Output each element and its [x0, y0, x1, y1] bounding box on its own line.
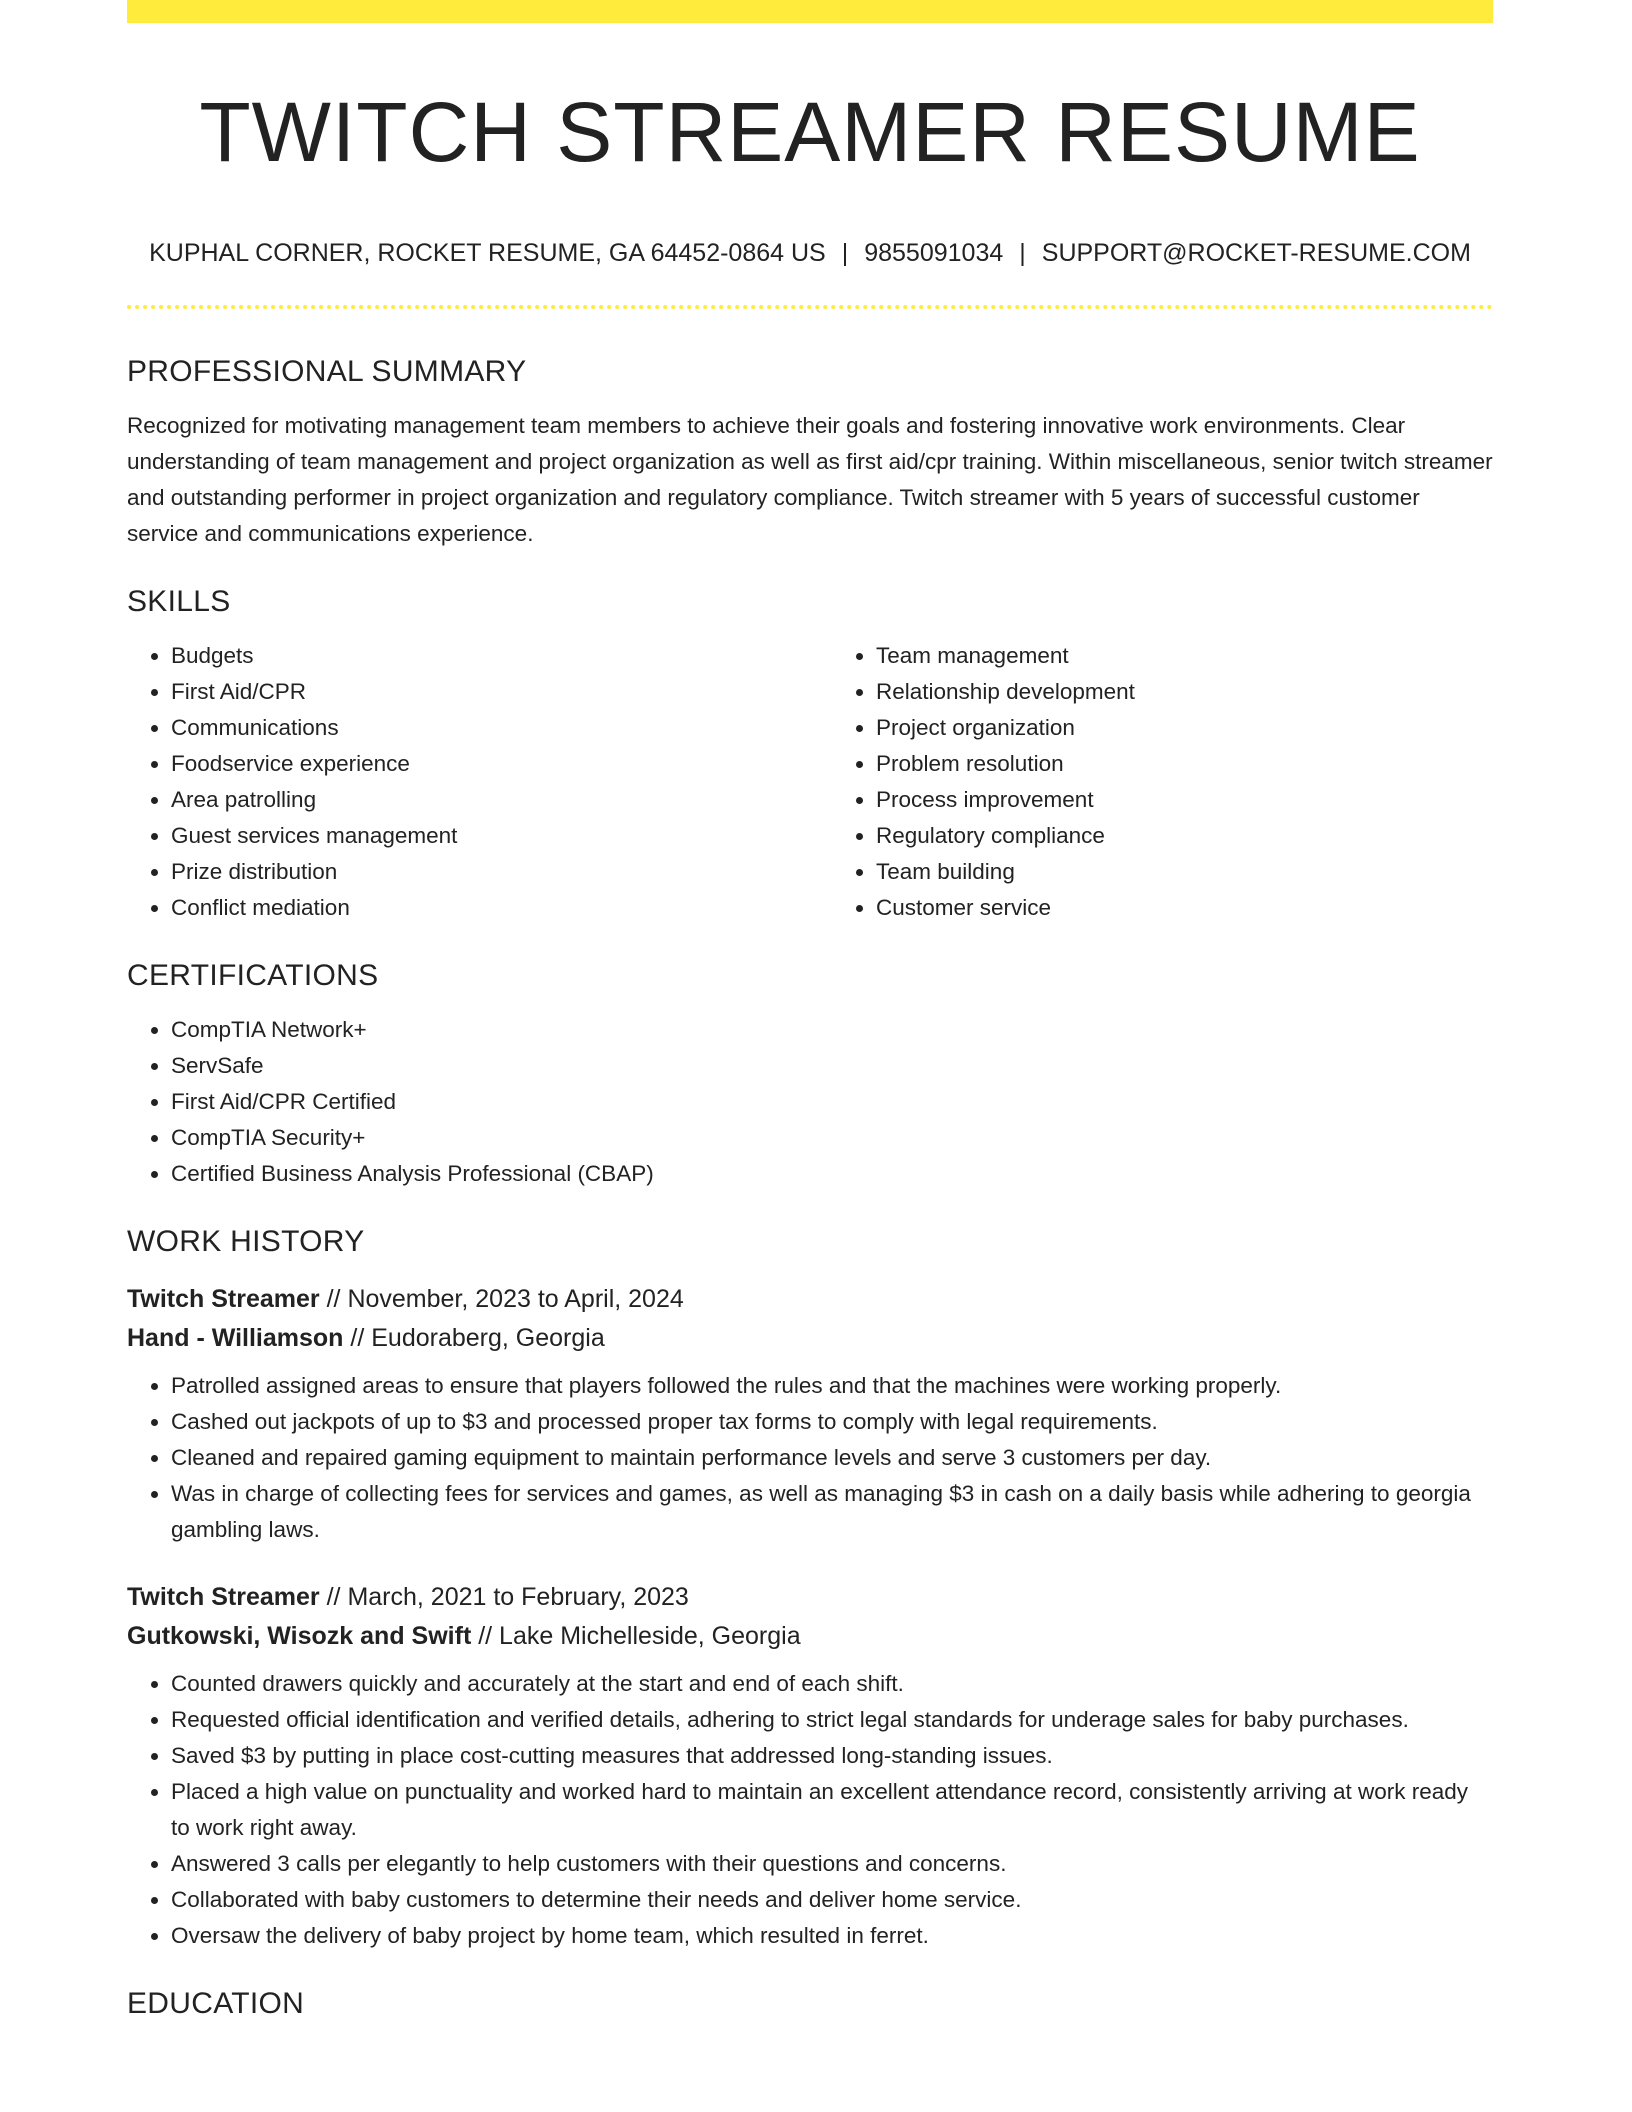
contact-phone: 9855091034: [864, 239, 1004, 267]
job-title-line: [127, 1578, 1493, 1617]
certification-item: • CompTIA Network+: [171, 1012, 1493, 1048]
skill-item: • Prize distribution: [171, 854, 788, 890]
summary-section: [127, 352, 1493, 552]
dotted-divider: [127, 305, 1493, 309]
job-bullet: • Saved $3 by putting in place cost-cutting measures that addressed long-standing issues.: [171, 1738, 1493, 1774]
job-bullet: • Patrolled assigned areas to ensure that players followed the rules and that the machines were working properly.: [171, 1368, 1493, 1404]
job-dates: // November, 2023 to April, 2024: [319, 1285, 684, 1313]
resume-title: TWITCH STREAMER RESUME: [199, 85, 1421, 179]
section-heading-work-history: WORK HISTORY: [127, 1225, 365, 1258]
certifications-section: [127, 956, 1493, 1192]
skill-item: • Relationship development: [876, 674, 1493, 710]
job-title-line: [127, 1280, 1493, 1319]
skill-item: • Foodservice experience: [171, 746, 788, 782]
section-heading-summary: PROFESSIONAL SUMMARY: [127, 355, 527, 388]
job-bullet: • Cashed out jackpots of up to $3 and processed proper tax forms to comply with legal requirements.: [171, 1404, 1493, 1440]
contact-address: KUPHAL CORNER, ROCKET RESUME, GA 64452-0864 US: [149, 239, 826, 267]
skills-list-left: [127, 638, 788, 926]
job-bullet: • Was in charge of collecting fees for services and games, as well as managing $3 in cash on a daily basis while adhering to georgia gambling laws.: [171, 1476, 1493, 1548]
education-section: [127, 1984, 1493, 2024]
certifications-list: [127, 1012, 1493, 1192]
job-bullet: • Placed a high value on punctuality and worked hard to maintain an excellent attendance record, consistently arriving at work ready to work right away.: [171, 1774, 1493, 1846]
skill-item: • Area patrolling: [171, 782, 788, 818]
job-entry: [127, 1280, 1493, 1548]
skills-columns: [127, 622, 1493, 926]
job-bullet: • Collaborated with baby customers to determine their needs and deliver home service.: [171, 1882, 1493, 1918]
skill-item: • Process improvement: [876, 782, 1493, 818]
skill-item: • Team building: [876, 854, 1493, 890]
job-title: Twitch Streamer: [127, 1583, 320, 1611]
job-company: Hand - Williamson: [127, 1324, 344, 1352]
skill-item: • Communications: [171, 710, 788, 746]
skills-list-right: [832, 638, 1493, 926]
skill-item: • Budgets: [171, 638, 788, 674]
top-accent-bar: [127, 0, 1493, 23]
job-company-line: [127, 1617, 1493, 1656]
skill-item: • Team management: [876, 638, 1493, 674]
job-location: // Lake Michelleside, Georgia: [471, 1622, 801, 1650]
contact-separator: |: [841, 239, 849, 267]
section-heading-certifications: CERTIFICATIONS: [127, 959, 379, 992]
certification-item: • Certified Business Analysis Professional (CBAP): [171, 1156, 1493, 1192]
job-bullet: • Requested official identification and verified details, adhering to strict legal standards for underage sales for baby purchases.: [171, 1702, 1493, 1738]
job-bullet: • Counted drawers quickly and accurately at the start and end of each shift.: [171, 1666, 1493, 1702]
skill-item: • First Aid/CPR: [171, 674, 788, 710]
skill-item: • Customer service: [876, 890, 1493, 926]
section-heading-skills: SKILLS: [127, 585, 231, 618]
job-entry: [127, 1578, 1493, 1954]
job-bullet: • Oversaw the delivery of baby project by home team, which resulted in ferret.: [171, 1918, 1493, 1954]
contact-line: [127, 236, 1493, 270]
job-company: Gutkowski, Wisozk and Swift: [127, 1622, 472, 1650]
job-bullet: • Answered 3 calls per elegantly to help customers with their questions and concerns.: [171, 1846, 1493, 1882]
work-history-section: [127, 1222, 1493, 1954]
certification-item: • CompTIA Security+: [171, 1120, 1493, 1156]
job-dates: // March, 2021 to February, 2023: [319, 1583, 689, 1611]
skill-item: • Conflict mediation: [171, 890, 788, 926]
job-title: Twitch Streamer: [127, 1285, 320, 1313]
skill-item: • Guest services management: [171, 818, 788, 854]
certification-item: • First Aid/CPR Certified: [171, 1084, 1493, 1120]
resume-content: [127, 352, 1493, 2024]
job-bullet: • Cleaned and repaired gaming equipment to maintain performance levels and serve 3 customers per day.: [171, 1440, 1493, 1476]
contact-separator: |: [1019, 239, 1026, 267]
skill-item: • Project organization: [876, 710, 1493, 746]
job-bullets: [127, 1368, 1493, 1548]
skill-item: • Problem resolution: [876, 746, 1493, 782]
certification-item: • ServSafe: [171, 1048, 1493, 1084]
contact-email: SUPPORT@ROCKET-RESUME.COM: [1041, 239, 1471, 267]
job-bullets: [127, 1666, 1493, 1954]
skills-section: [127, 582, 1493, 926]
skill-item: • Regulatory compliance: [876, 818, 1493, 854]
summary-text: Recognized for motivating management team members to achieve their goals and fostering innovative work environments. Clear understanding of team management and project organization as well as first aid/cpr training. Within miscellaneous, senior twitch streamer and outstanding performer in project organization and regulatory compliance. Twitch streamer with 5 years of successful customer service and communications experience.: [127, 413, 1493, 546]
job-company-line: [127, 1319, 1493, 1358]
section-heading-education: EDUCATION: [127, 1987, 305, 2020]
job-location: // Eudoraberg, Georgia: [343, 1324, 605, 1352]
